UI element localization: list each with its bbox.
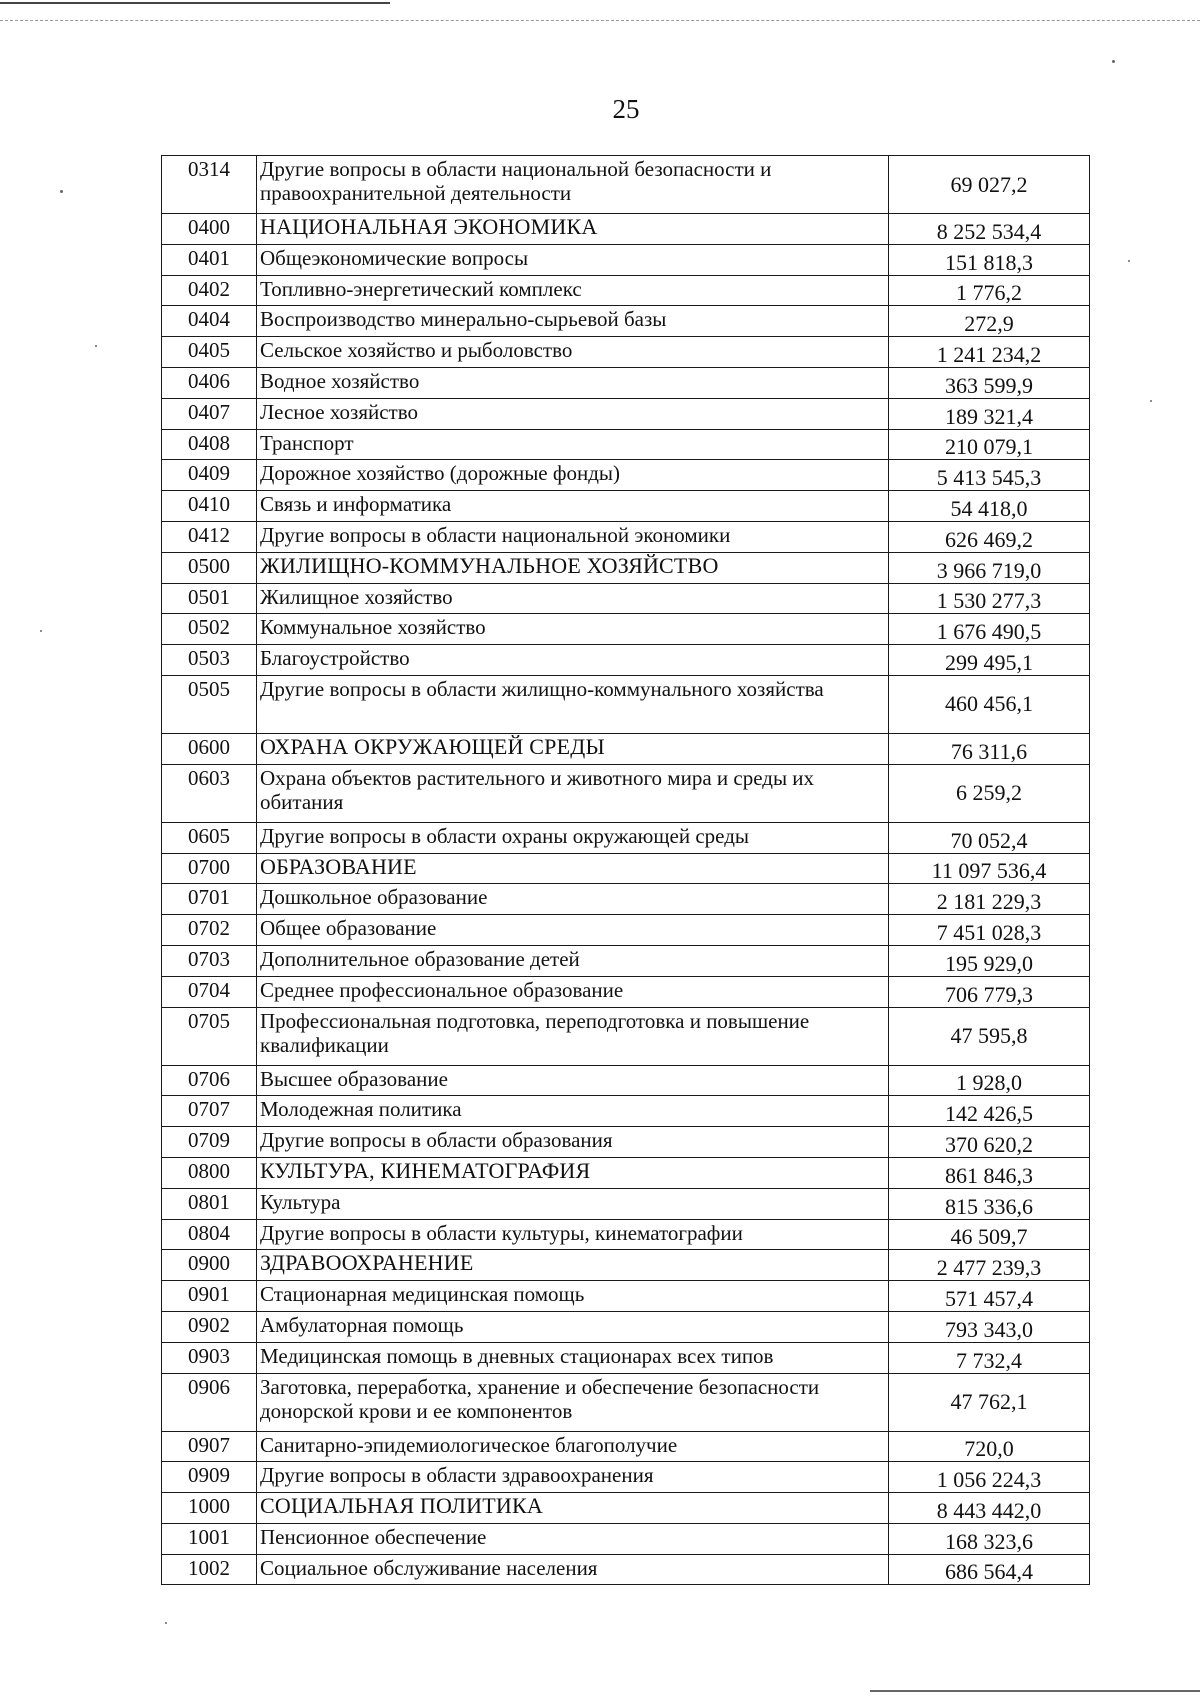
scan-edge-line [0, 2, 390, 4]
table-row [162, 1188, 1090, 1219]
row-name: Жилищное хозяйство [257, 583, 889, 614]
row-code: 0901 [162, 1281, 257, 1312]
row-code: 1001 [162, 1523, 257, 1554]
row-amount: 76 311,6 [889, 733, 1090, 764]
table-row [162, 460, 1090, 491]
row-amount: 47 595,8 [889, 1007, 1090, 1065]
table-row [162, 367, 1090, 398]
budget-table [161, 155, 1090, 1585]
row-name: Дошкольное образование [257, 884, 889, 915]
row-name: Общеэкономические вопросы [257, 244, 889, 275]
table-row [162, 398, 1090, 429]
row-name: Заготовка, переработка, хранение и обеспечение безопасности донорской крови и ее компонентов [257, 1373, 889, 1431]
table-row [162, 1127, 1090, 1158]
row-name: Медицинская помощь в дневных стационарах всех типов [257, 1342, 889, 1373]
row-code: 0401 [162, 244, 257, 275]
row-amount: 195 929,0 [889, 945, 1090, 976]
table-row [162, 521, 1090, 552]
table-row [162, 614, 1090, 645]
table-row [162, 1431, 1090, 1462]
row-amount: 370 620,2 [889, 1127, 1090, 1158]
table-row [162, 822, 1090, 853]
page-number: 25 [612, 94, 640, 124]
scan-speck [95, 345, 97, 347]
row-amount: 6 259,2 [889, 764, 1090, 822]
row-code: 0702 [162, 915, 257, 946]
scan-edge-line-bottom [870, 1690, 1200, 1692]
row-amount: 626 469,2 [889, 521, 1090, 552]
row-amount: 1 241 234,2 [889, 337, 1090, 368]
table-row [162, 1342, 1090, 1373]
row-name: Дополнительное образование детей [257, 945, 889, 976]
row-amount: 151 818,3 [889, 244, 1090, 275]
scan-dashed-line [0, 20, 1200, 21]
row-amount: 8 443 442,0 [889, 1493, 1090, 1524]
row-amount: 1 530 277,3 [889, 583, 1090, 614]
row-amount: 8 252 534,4 [889, 214, 1090, 245]
row-amount: 189 321,4 [889, 398, 1090, 429]
row-code: 0605 [162, 822, 257, 853]
row-amount: 2 477 239,3 [889, 1250, 1090, 1281]
row-name: Коммунальное хозяйство [257, 614, 889, 645]
row-name: Транспорт [257, 429, 889, 460]
row-code: 0900 [162, 1250, 257, 1281]
row-code: 0501 [162, 583, 257, 614]
row-name: Другие вопросы в области образования [257, 1127, 889, 1158]
table-row [162, 1493, 1090, 1524]
table-row [162, 764, 1090, 822]
row-amount: 815 336,6 [889, 1188, 1090, 1219]
section-title: КУЛЬТУРА, КИНЕМАТОГРАФИЯ [257, 1157, 889, 1188]
table-row [162, 214, 1090, 245]
row-code: 0707 [162, 1096, 257, 1127]
table-row [162, 583, 1090, 614]
row-code: 0903 [162, 1342, 257, 1373]
table-row [162, 275, 1090, 306]
row-code: 0703 [162, 945, 257, 976]
row-amount: 720,0 [889, 1431, 1090, 1462]
row-code: 0404 [162, 306, 257, 337]
row-name: Другие вопросы в области охраны окружающей среды [257, 822, 889, 853]
table-row [162, 1554, 1090, 1585]
section-title: ОХРАНА ОКРУЖАЮЩЕЙ СРЕДЫ [257, 733, 889, 764]
table-row [162, 1311, 1090, 1342]
row-amount: 11 097 536,4 [889, 853, 1090, 884]
table-row [162, 337, 1090, 368]
row-name: Другие вопросы в области здравоохранения [257, 1462, 889, 1493]
section-title: НАЦИОНАЛЬНАЯ ЭКОНОМИКА [257, 214, 889, 245]
row-code: 0409 [162, 460, 257, 491]
table-row [162, 915, 1090, 946]
row-name: Сельское хозяйство и рыболовство [257, 337, 889, 368]
row-name: Другие вопросы в области национальной безопасности и правоохранительной деятельности [257, 156, 889, 214]
row-name: Стационарная медицинская помощь [257, 1281, 889, 1312]
table-row [162, 1065, 1090, 1096]
row-name: Лесное хозяйство [257, 398, 889, 429]
row-amount: 3 966 719,0 [889, 552, 1090, 583]
section-title: СОЦИАЛЬНАЯ ПОЛИТИКА [257, 1493, 889, 1524]
section-title: ОБРАЗОВАНИЕ [257, 853, 889, 884]
row-amount: 7 732,4 [889, 1342, 1090, 1373]
table-row [162, 156, 1090, 214]
row-amount: 210 079,1 [889, 429, 1090, 460]
row-name: Благоустройство [257, 645, 889, 676]
row-amount: 706 779,3 [889, 976, 1090, 1007]
row-amount: 47 762,1 [889, 1373, 1090, 1431]
row-amount: 2 181 229,3 [889, 884, 1090, 915]
row-code: 0405 [162, 337, 257, 368]
row-amount: 363 599,9 [889, 367, 1090, 398]
row-name: Высшее образование [257, 1065, 889, 1096]
row-code: 0406 [162, 367, 257, 398]
row-code: 0709 [162, 1127, 257, 1158]
table-row [162, 1007, 1090, 1065]
row-amount: 7 451 028,3 [889, 915, 1090, 946]
table-row [162, 491, 1090, 522]
row-amount: 54 418,0 [889, 491, 1090, 522]
row-name: Общее образование [257, 915, 889, 946]
row-code: 0500 [162, 552, 257, 583]
row-code: 0706 [162, 1065, 257, 1096]
scan-speck [40, 630, 42, 632]
row-code: 0801 [162, 1188, 257, 1219]
row-name: Среднее профессиональное образование [257, 976, 889, 1007]
row-name: Амбулаторная помощь [257, 1311, 889, 1342]
row-code: 0502 [162, 614, 257, 645]
row-amount: 1 928,0 [889, 1065, 1090, 1096]
row-name: Дорожное хозяйство (дорожные фонды) [257, 460, 889, 491]
table-row [162, 645, 1090, 676]
row-name: Социальное обслуживание населения [257, 1554, 889, 1585]
row-code: 0402 [162, 275, 257, 306]
row-code: 0701 [162, 884, 257, 915]
table-row [162, 733, 1090, 764]
row-amount: 46 509,7 [889, 1219, 1090, 1250]
row-code: 0408 [162, 429, 257, 460]
row-amount: 69 027,2 [889, 156, 1090, 214]
table-row [162, 1281, 1090, 1312]
table-row [162, 1373, 1090, 1431]
table-row [162, 976, 1090, 1007]
row-name: Воспроизводство минерально-сырьевой базы [257, 306, 889, 337]
scan-speck [1128, 260, 1130, 262]
table-row [162, 945, 1090, 976]
row-amount: 571 457,4 [889, 1281, 1090, 1312]
table-row [162, 853, 1090, 884]
row-code: 0314 [162, 156, 257, 214]
row-amount: 1 776,2 [889, 275, 1090, 306]
row-amount: 1 056 224,3 [889, 1462, 1090, 1493]
row-amount: 861 846,3 [889, 1157, 1090, 1188]
table-row [162, 552, 1090, 583]
row-name: Топливно-энергетический комплекс [257, 275, 889, 306]
row-name: Профессиональная подготовка, переподготовка и повышение квалификации [257, 1007, 889, 1065]
table-row [162, 244, 1090, 275]
row-code: 0600 [162, 733, 257, 764]
row-code: 0907 [162, 1431, 257, 1462]
row-code: 0906 [162, 1373, 257, 1431]
scan-speck [1112, 60, 1115, 63]
table-row [162, 1250, 1090, 1281]
table-row [162, 675, 1090, 733]
row-code: 0503 [162, 645, 257, 676]
table-row [162, 1157, 1090, 1188]
row-amount: 5 413 545,3 [889, 460, 1090, 491]
row-code: 0909 [162, 1462, 257, 1493]
table-row [162, 884, 1090, 915]
section-title: ЖИЛИЩНО-КОММУНАЛЬНОЕ ХОЗЯЙСТВО [257, 552, 889, 583]
row-name: Другие вопросы в области национальной экономики [257, 521, 889, 552]
row-code: 0804 [162, 1219, 257, 1250]
row-name: Другие вопросы в области жилищно-коммунального хозяйства [257, 675, 889, 733]
row-code: 1002 [162, 1554, 257, 1585]
scan-speck [165, 1622, 167, 1624]
row-amount: 793 343,0 [889, 1311, 1090, 1342]
row-code: 0704 [162, 976, 257, 1007]
scan-speck [1150, 400, 1152, 402]
row-code: 0603 [162, 764, 257, 822]
table-row [162, 306, 1090, 337]
section-title: ЗДРАВООХРАНЕНИЕ [257, 1250, 889, 1281]
row-code: 1000 [162, 1493, 257, 1524]
row-name: Охрана объектов растительного и животного мира и среды их обитания [257, 764, 889, 822]
table-row [162, 1219, 1090, 1250]
row-amount: 142 426,5 [889, 1096, 1090, 1127]
row-name: Другие вопросы в области культуры, кинематографии [257, 1219, 889, 1250]
row-amount: 460 456,1 [889, 675, 1090, 733]
row-code: 0902 [162, 1311, 257, 1342]
scan-speck [60, 190, 63, 193]
row-name: Пенсионное обеспечение [257, 1523, 889, 1554]
row-name: Водное хозяйство [257, 367, 889, 398]
table-row [162, 1462, 1090, 1493]
row-amount: 70 052,4 [889, 822, 1090, 853]
row-code: 0412 [162, 521, 257, 552]
row-code: 0700 [162, 853, 257, 884]
row-name: Молодежная политика [257, 1096, 889, 1127]
table-row [162, 429, 1090, 460]
table-row [162, 1096, 1090, 1127]
row-amount: 272,9 [889, 306, 1090, 337]
row-code: 0400 [162, 214, 257, 245]
row-code: 0407 [162, 398, 257, 429]
row-name: Связь и информатика [257, 491, 889, 522]
row-code: 0800 [162, 1157, 257, 1188]
row-amount: 168 323,6 [889, 1523, 1090, 1554]
row-code: 0410 [162, 491, 257, 522]
row-amount: 686 564,4 [889, 1554, 1090, 1585]
budget-table-body [162, 156, 1090, 1585]
row-code: 0705 [162, 1007, 257, 1065]
row-amount: 299 495,1 [889, 645, 1090, 676]
row-amount: 1 676 490,5 [889, 614, 1090, 645]
row-name: Санитарно-эпидемиологическое благополучие [257, 1431, 889, 1462]
row-code: 0505 [162, 675, 257, 733]
row-name: Культура [257, 1188, 889, 1219]
table-row [162, 1523, 1090, 1554]
